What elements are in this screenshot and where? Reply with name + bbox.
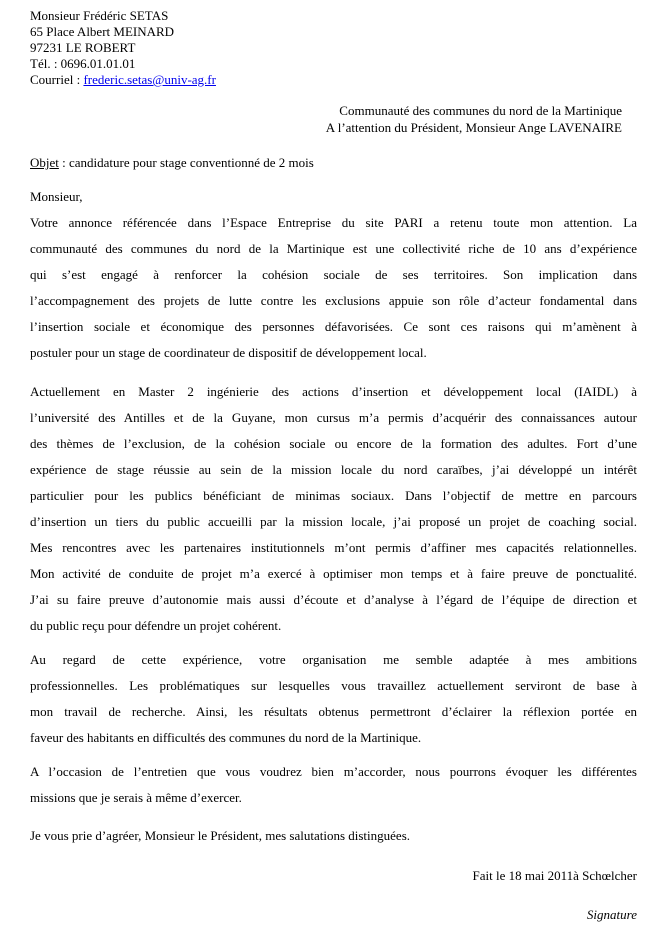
subject-line [30, 153, 637, 173]
paragraph-line: Mon activité de conduite de projet m’a exercé à optimiser mon temps et à faire preuve de ponctualité. [30, 566, 637, 581]
body-paragraph-1 [30, 210, 637, 366]
body-paragraph-2 [30, 379, 637, 639]
paragraph-line: mon travail de recherche. Ainsi, les résultats obtenus permettront d’éclairer la réflexion portée en [30, 704, 637, 719]
paragraph-line: A l’occasion de l’entretien que vous voudrez bien m’accorder, nous pourrons évoquer les différentes [30, 764, 637, 779]
sender-email-row [30, 72, 637, 88]
sender-address-line1: 65 Place Albert MEINARD [30, 24, 175, 39]
paragraph-line: l’insertion sociale et économique des personnes défavorisées. Ce sont ces raisons qui m’amènent à [30, 319, 637, 334]
sender-email-label: Courriel : [30, 72, 84, 87]
paragraph-line: communauté des communes du nord de la Martinique est une collectivité riche de 10 ans d’expérience [30, 241, 637, 256]
paragraph-line: l’accompagnement des projets de lutte contre les exclusions appuie son rôle d’acteur fondamental dans [30, 293, 637, 308]
sender-name: Monsieur Frédéric SETAS [30, 8, 169, 23]
date-place-line: Fait le 18 mai 2011à Schœlcher [472, 868, 637, 883]
subject-label: Objet [30, 155, 59, 170]
paragraph-line: faveur des habitants en difficultés des communes du nord de la Martinique. [30, 730, 422, 745]
closing-line: Je vous prie d’agréer, Monsieur le Président, mes salutations distinguées. [30, 828, 411, 843]
paragraph-line: missions que je serais à même d’exercer. [30, 790, 242, 805]
body-paragraph-4 [30, 759, 637, 811]
paragraph-line: qui s’est engagé à renforcer la cohésion sociale de ses territoires. Son implication dans [30, 267, 637, 282]
paragraph-line: particulier pour les publics bénéficiant de minimas sociaux. Dans l’objectif de mettre en parcours [30, 488, 637, 503]
paragraph-line: des thèmes de l’exclusion, de la cohésion sociale ou encore de la formation des adultes. Fort d’une [30, 436, 637, 451]
recipient-organization: Communauté des communes du nord de la Martinique [339, 103, 622, 118]
paragraph-line: professionnelles. Les problématiques sur lesquelles vous travaillez actuellement serviront de base à [30, 678, 637, 693]
paragraph-line: l’université des Antilles et de la Guyane, mon cursus m’a permis d’acquérir des connaissances autour [30, 410, 637, 425]
paragraph-line: Actuellement en Master 2 ingénierie des actions d’insertion et développement local (IAIDL) à [30, 384, 637, 399]
paragraph-line: Votre annonce référencée dans l’Espace Entreprise du site PARI a retenu toute mon attention. La [30, 215, 637, 230]
paragraph-line: postuler pour un stage de coordinateur de dispositif de développement local. [30, 345, 427, 360]
salutation: Monsieur, [30, 189, 83, 204]
sender-phone: Tél. : 0696.01.01.01 [30, 56, 136, 71]
paragraph-line: du public reçu pour défendre un projet cohérent. [30, 618, 282, 633]
recipient-block [30, 102, 622, 136]
paragraph-line: Mes rencontres avec les partenaires institutionnels m’ont permis d’affiner mes capacités relationnelles. [30, 540, 637, 555]
paragraph-line: J’ai su faire preuve d’autonomie mais aussi d’écoute et d’analyse à l’égard de l’équipe de direction et [30, 592, 637, 607]
recipient-attention: A l’attention du Président, Monsieur Ange LAVENAIRE [325, 120, 622, 135]
body-paragraph-3 [30, 647, 637, 751]
signature-label: Signature [586, 907, 637, 922]
subject-text: : candidature pour stage conventionné de 2 mois [58, 155, 314, 170]
sender-block [30, 8, 637, 88]
paragraph-line: d’insertion un tiers du public accueilli par la mission locale, j’ai proposé un projet de coaching social. [30, 514, 637, 529]
paragraph-line: Au regard de cette expérience, votre organisation me semble adaptée à mes ambitions [30, 652, 637, 667]
sender-address-line2: 97231 LE ROBERT [30, 40, 136, 55]
sender-email-link[interactable]: frederic.setas@univ-ag.fr [83, 72, 216, 87]
paragraph-line: expérience de stage réussie au sein de la mission locale du nord caraïbes, j’ai développé un intérêt [30, 462, 637, 477]
